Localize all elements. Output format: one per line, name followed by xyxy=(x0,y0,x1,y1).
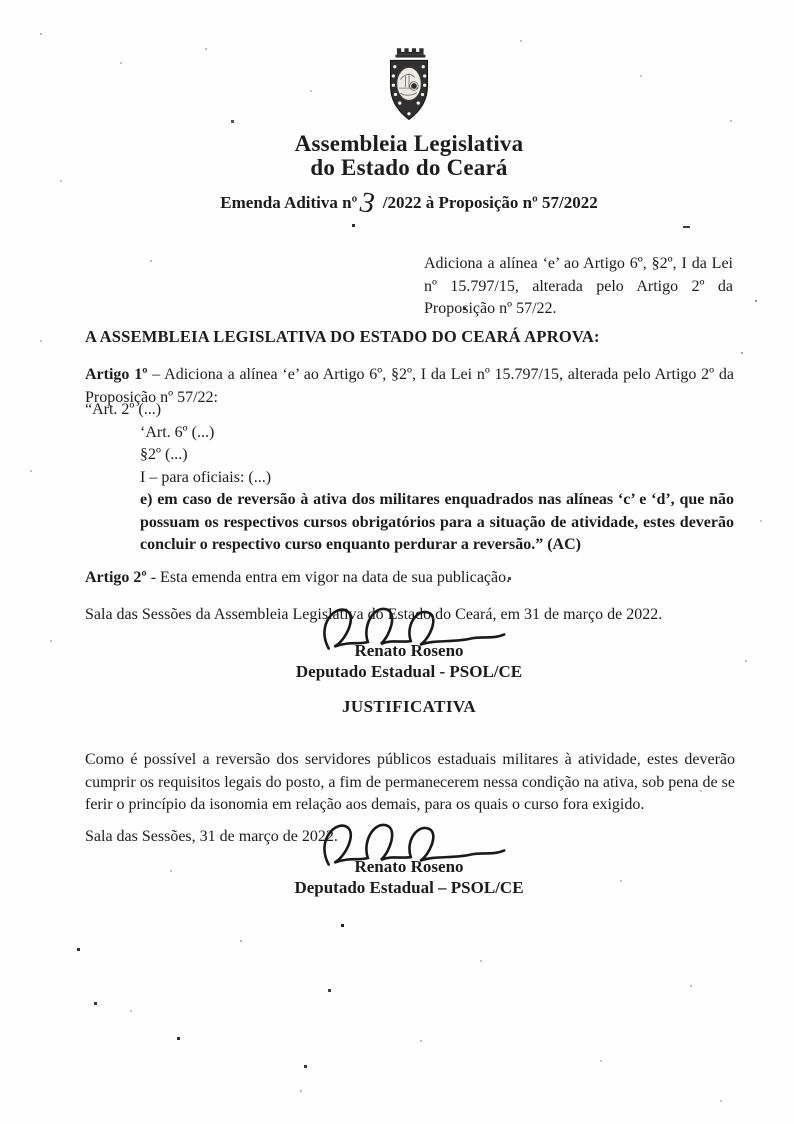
signature-block-2 xyxy=(24,856,794,898)
handwritten-amendment-number: 3 xyxy=(356,186,379,220)
quote-line-inciso1: I – para oficiais: (...) xyxy=(140,468,272,486)
signer-name: Renato Roseno xyxy=(354,857,464,876)
artigo-2 xyxy=(85,567,734,590)
org-name-line1: Assembleia Legislativa xyxy=(294,131,524,156)
justificativa-text: Como é possível a reversão dos servidores públicos estaduais militares à atividade, estes deverão cumprir os requisitos legais do posto, a fim de permanecerem nessa condição na ativa, sob pena de se ferir o princípio da isonomia em relação aos demais, para os quais o curso fora exigido. xyxy=(85,751,735,813)
org-name-line2: do Estado do Ceará xyxy=(310,155,508,180)
session-place-date-line: Sala das Sessões da Assembleia Legislativa do Estado do Ceará, em 31 de março de 2022. xyxy=(85,606,663,623)
artigo-1-label: Artigo 1º xyxy=(85,366,148,383)
quote-added-item-e: e) em caso de reversão à ativa dos militares enquadrados nas alíneas ‘c’ e ‘d’, que não possuam os respectivos cursos obrigatórios para a situação de atividade, estes deverão concluir o respectivo curso enquanto perdurar a reversão.” (AC) xyxy=(140,491,734,553)
justificativa-heading: JUSTIFICATIVA xyxy=(342,697,476,716)
ementa-summary: Adiciona a alínea ‘e’ ao Artigo 6º, §2º, I da Lei nº 15.797/15, alterada pelo Artigo 2º da Proposição nº 57/22. xyxy=(424,255,733,317)
ceara-coat-of-arms-icon xyxy=(377,46,441,126)
scan-noise-dark xyxy=(0,0,3,3)
quote-line-art2: “Art. 2º (...) xyxy=(85,401,162,418)
signer-title: Deputado Estadual - PSOL/CE xyxy=(295,662,523,681)
signature-block-1 xyxy=(24,640,794,682)
artigo-1-text: – Adiciona a alínea ‘e’ ao Artigo 6º, §2º, I da Lei nº 15.797/15, alterada pelo Artigo 2º da Proposição nº 57/22: xyxy=(85,366,734,406)
quoted-law-text xyxy=(85,399,734,557)
signer-title: Deputado Estadual – PSOL/CE xyxy=(294,878,524,897)
approval-clause: A ASSEMBLEIA LEGISLATIVA DO ESTADO DO CEARÁ APROVA: xyxy=(85,326,600,346)
title-prefix: Emenda Aditiva nº xyxy=(220,193,358,212)
title-suffix: /2022 à Proposição nº 57/2022 xyxy=(382,193,598,212)
scan-artifact-dash xyxy=(683,226,690,228)
quote-line-art6: ‘Art. 6º (...) xyxy=(140,423,215,441)
artigo-2-label: Artigo 2º xyxy=(85,569,147,586)
signer-name: Renato Roseno xyxy=(354,641,464,660)
document-header xyxy=(24,46,794,180)
quote-line-par2: §2º (...) xyxy=(140,446,188,463)
artigo-2-text: - Esta emenda entra em vigor na data de sua publicação. xyxy=(146,569,511,586)
document-title xyxy=(24,186,794,220)
session-date-line: Sala das Sessões, 31 de março de 2022. xyxy=(85,828,338,845)
